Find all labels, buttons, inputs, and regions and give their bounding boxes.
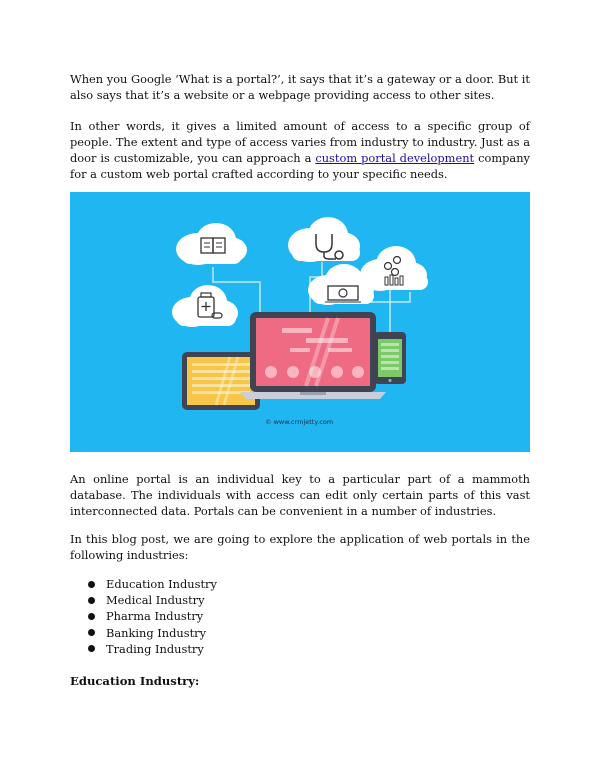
- industry-list: [88, 576, 217, 657]
- section-heading: Education Industry:: [70, 674, 200, 688]
- access-paragraph-text-end: company for a custom web portal crafted according to your specific needs.: [70, 151, 530, 181]
- bullet-icon: [88, 613, 95, 620]
- list-item: [88, 576, 217, 592]
- bullet-icon: [88, 629, 95, 636]
- laptop-device: [240, 312, 386, 399]
- list-item-label: Medical Industry: [106, 593, 205, 608]
- list-item: [88, 592, 217, 608]
- list-item-label: Pharma Industry: [106, 609, 204, 624]
- database-paragraph: An online portal is an individual key to a particular part of a mammoth database. The individuals with access can edit only certain parts of this vast interconnected data. Portals can be convenient in a number of industries.: [70, 472, 530, 518]
- access-paragraph: [70, 118, 530, 182]
- stethoscope-cloud-icon: [288, 217, 360, 262]
- finance-cloud-icon: [360, 246, 428, 291]
- list-item-label: Banking Industry: [106, 625, 207, 640]
- access-paragraph-text-start: In other words, it gives a limited amount of access to a specific group of people. The extent and type of access varies from industry to industry. Just as a door is customizable, you can approach a: [70, 119, 530, 165]
- copyright-watermark: © www.crmjetty.com: [265, 418, 334, 426]
- custom-portal-development-link[interactable]: custom portal development: [315, 151, 475, 165]
- bullet-icon: [88, 597, 95, 604]
- blog-intro-paragraph: In this blog post, we are going to explore the application of web portals in the following industries:: [70, 532, 530, 562]
- list-item: [88, 608, 217, 624]
- book-cloud-icon: [176, 223, 247, 265]
- intro-paragraph: When you Google ‘What is a portal?’, it says that it’s a gateway or a door. But it also says that it’s a website or a webpage providing access to other sites.: [70, 72, 530, 102]
- phone-device: [374, 332, 406, 384]
- list-item: [88, 625, 217, 641]
- tablet-device: [182, 352, 260, 410]
- bullet-icon: [88, 645, 95, 652]
- list-item: [88, 641, 217, 657]
- bullet-icon: [88, 581, 95, 588]
- medicine-cloud-icon: [172, 285, 238, 327]
- portal-illustration: [70, 192, 530, 452]
- list-item-label: Trading Industry: [106, 641, 204, 656]
- list-item-label: Education Industry: [106, 577, 217, 591]
